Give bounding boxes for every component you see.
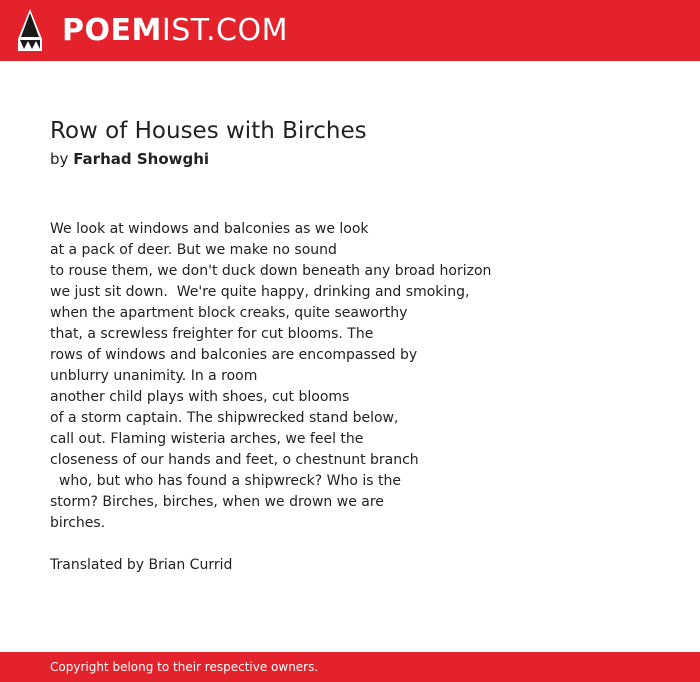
poem-line: to rouse them, we don't duck down beneath any broad horizon bbox=[50, 263, 492, 279]
poem-line: another child plays with shoes, cut blooms bbox=[50, 389, 350, 405]
author-name[interactable]: Farhad Showghi bbox=[73, 150, 210, 168]
poem-line: we just sit down. We're quite happy, drinking and smoking, bbox=[50, 284, 470, 300]
poem-line: when the apartment block creaks, quite seaworthy bbox=[50, 305, 408, 321]
translator-credit: Translated by Brian Currid bbox=[50, 557, 233, 573]
poem-line: unblurry unanimity. In a room bbox=[50, 368, 258, 384]
poem-line: birches. bbox=[50, 515, 106, 531]
poem-title: Row of Houses with Birches bbox=[50, 118, 367, 144]
by-prefix: by bbox=[50, 150, 69, 168]
byline bbox=[50, 148, 209, 170]
pencil-tip-icon[interactable] bbox=[18, 9, 42, 51]
poem-line: rows of windows and balconies are encompassed by bbox=[50, 347, 418, 363]
poem-body bbox=[50, 219, 491, 534]
copyright-notice: Copyright belong to their respective owners. bbox=[50, 660, 319, 674]
site-footer bbox=[0, 652, 700, 682]
site-logo[interactable] bbox=[62, 11, 288, 51]
poem-line: at a pack of deer. But we make no sound bbox=[50, 242, 337, 258]
poem-line: that, a screwless freighter for cut blooms. The bbox=[50, 326, 374, 342]
logo-bold-text: POEM bbox=[62, 13, 162, 48]
poem-line: who, but who has found a shipwreck? Who is the bbox=[50, 473, 402, 489]
site-header bbox=[0, 0, 700, 61]
poem-line: of a storm captain. The shipwrecked stand below, bbox=[50, 410, 399, 426]
logo-light-text: IST.COM bbox=[161, 13, 288, 48]
poem-line: call out. Flaming wisteria arches, we feel the bbox=[50, 431, 364, 447]
poem-line: closeness of our hands and feet, o chestnunt branch bbox=[50, 452, 419, 468]
poem-line: storm? Birches, birches, when we drown we are bbox=[50, 494, 384, 510]
poem-line: We look at windows and balconies as we look bbox=[50, 221, 369, 237]
